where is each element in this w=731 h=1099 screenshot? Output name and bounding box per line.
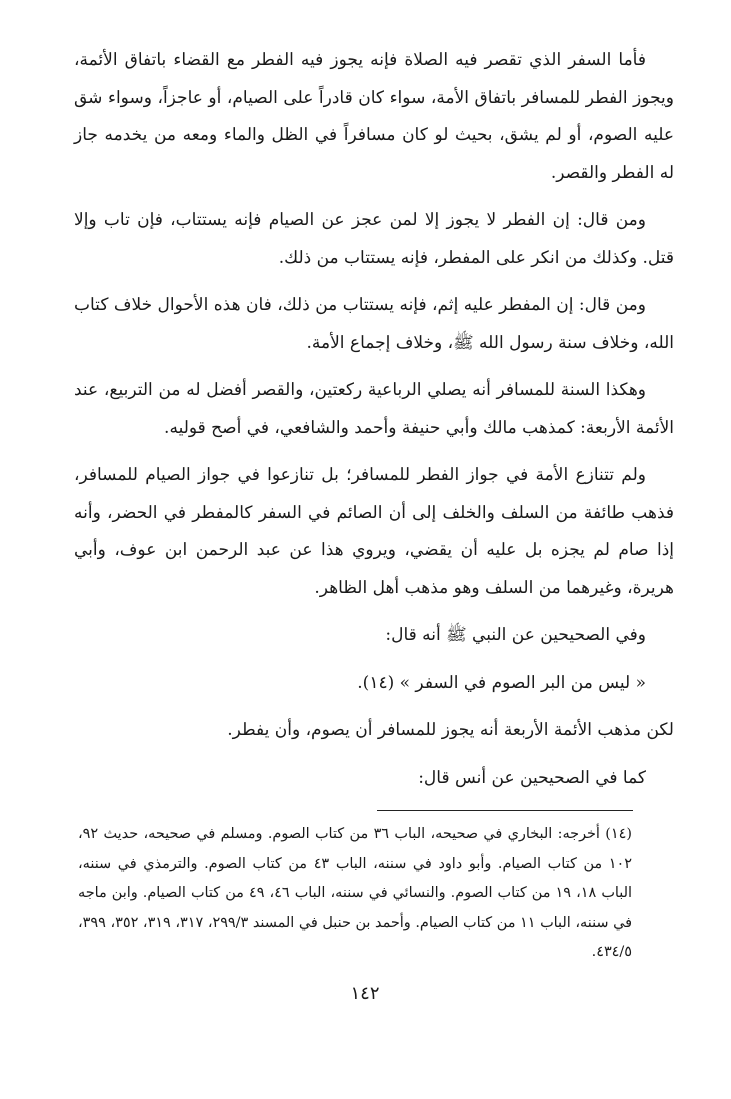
- page-number: ١٤٢: [350, 983, 380, 1004]
- paragraph-dispute-on-fasting: ولم تتنازع الأمة في جواز الفطر للمسافر؛ بل تنازعوا في جواز الصيام للمسافر، فذهب طائفة من السلف والخلف إلى أن الصائم في السفر كالمفطر في الحضر، وأنه إذا صام لم يجزه بل عليه أن يقضي، ويروي هذا عن عبد الرحمن ابن عوف، وأبي هريرة، وغيرهما من السلف وهو مذهب أهل الظاهر.: [74, 465, 674, 598]
- paragraph-travel-fasting: فأما السفر الذي تقصر فيه الصلاة فإنه يجوز فيه الفطر مع القضاء باتفاق الأئمة، ويجوز الفطر للمسافر باتفاق الأمة، سواء كان قادراً على الصيام، أو عاجزاً، وسواء شق عليه الصوم، أو لم يشق، بحيث لو كان مسافراً في الظل والماء ومعه من يخدمه جاز له الفطر والقصر.: [74, 50, 675, 183]
- main-text: [74, 42, 674, 807]
- paragraph-conclusion: لكن مذهب الأئمة الأربعة أنه يجوز للمسافر أن يصوم، وأن يفطر.: [227, 720, 674, 740]
- footnote-separator: [377, 810, 633, 811]
- footnote-14: (١٤) أخرجه: البخاري في صحيحه، الباب ٣٦ من كتاب الصوم. ومسلم في صحيحه، حديث ٩٢، ١٠٢ من كتاب الصيام. وأبو داود في سننه، الباب ٤٣ من كتاب الصوم. والترمذي في سننه، الباب ١٨، ١٩ من كتاب الصوم. والنسائي في سننه، الباب ٤٦، ٤٩ من كتاب الصيام. وابن ماجه في سننه، الباب ١١ من كتاب الصيام. وأحمد بن حنبل في المسند ٢٩٩/٣، ٣١٧، ٣١٩، ٣٥٢، ٣٩٩، ٤٣٤/٥.: [78, 826, 632, 960]
- paragraph-denial-of-breaking-fast: ومن قال: إن الفطر لا يجوز إلا لمن عجز عن الصيام فإنه يستتاب، فإن تاب وإلا قتل. وكذلك من انكر على المفطر، فإنه يستتاب من ذلك.: [74, 210, 674, 268]
- footnotes: [78, 820, 632, 968]
- anas-intro: كما في الصحيحين عن أنس قال:: [418, 767, 646, 788]
- paragraph-sin-claim: ومن قال: إن المفطر عليه إثم، فإنه يستتاب من ذلك، فان هذه الأحوال خلاف كتاب الله، وخلاف سنة رسول الله ﷺ، وخلاف إجماع الأمة.: [74, 295, 674, 353]
- paragraph-shortening-prayer: وهكذا السنة للمسافر أنه يصلي الرباعية ركعتين، والقصر أفضل له من التربيع، عند الأئمة الأربعة: كمذهب مالك وأبي حنيفة وأحمد والشافعي، في أصح قوليه.: [74, 380, 674, 438]
- hadith-quote: « ليس من البر الصوم في السفر » (١٤).: [357, 672, 646, 693]
- hadith-intro: وفي الصحيحين عن النبي ﷺ أنه قال:: [385, 625, 646, 645]
